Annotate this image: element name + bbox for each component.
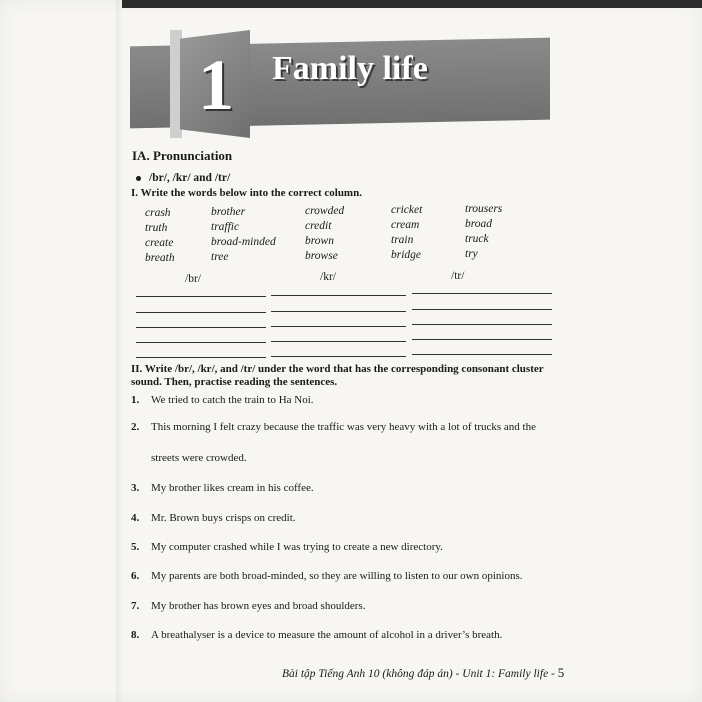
unit-number: 1 [198, 45, 234, 125]
sentence-item [131, 482, 314, 494]
sentence-number: 1. [131, 394, 140, 406]
answer-line-kr[interactable] [271, 356, 406, 357]
sentence-item [131, 629, 502, 641]
sentence-item [131, 452, 247, 464]
word-cell: create [145, 237, 174, 249]
answer-line-kr[interactable] [271, 326, 406, 327]
sentence-number: 2. [131, 421, 140, 433]
word-cell: brown [305, 235, 334, 247]
answer-line-tr[interactable] [412, 339, 552, 340]
answer-line-tr[interactable] [412, 354, 552, 355]
answer-line-kr[interactable] [271, 295, 406, 296]
sentence-item [131, 541, 443, 553]
word-cell: bridge [391, 249, 422, 261]
sentence-text: My computer crashed while I was trying to create a new directory. [151, 541, 443, 553]
sentence-text: streets were crowded. [151, 452, 247, 464]
footer-text: Bài tập Tiếng Anh 10 (không đáp án) - Unit 1: Family life - [282, 668, 555, 680]
sentence-number: 3. [131, 482, 140, 494]
word-cell: brother [211, 206, 246, 218]
sentence-item [131, 394, 314, 406]
column-header-kr: /kr/ [320, 271, 336, 283]
sentence-text: We tried to catch the train to Ha Noi. [151, 394, 314, 406]
word-cell: truth [145, 222, 168, 234]
column-header-tr: /tr/ [451, 270, 465, 282]
word-cell: try [465, 248, 478, 260]
answer-line-kr[interactable] [271, 341, 406, 342]
bullet-icon [136, 176, 141, 181]
page-top-edge [122, 0, 702, 8]
page-footer [282, 665, 564, 681]
answer-line-tr[interactable] [412, 309, 552, 310]
word-cell: breath [145, 252, 175, 264]
section-title: IA. Pronunciation [132, 148, 233, 163]
answer-line-tr[interactable] [412, 293, 552, 294]
word-cell: crowded [305, 205, 345, 217]
sentence-text: My brother has brown eyes and broad shoulders. [151, 600, 366, 612]
sentence-number: 5. [131, 541, 140, 553]
sentence-number: 8. [131, 629, 140, 641]
page-number: 5 [557, 665, 565, 680]
sentence-number: 7. [131, 600, 140, 612]
word-cell: traffic [211, 221, 240, 233]
word-cell: train [391, 234, 414, 246]
word-cell: trousers [465, 203, 503, 215]
word-cell: crash [145, 207, 171, 219]
sentence-number: 6. [131, 570, 140, 582]
sentence-text: This morning I felt crazy because the traffic was very heavy with a lot of trucks and the [151, 421, 536, 433]
word-cell: browse [305, 250, 338, 262]
sentence-item [131, 570, 523, 582]
sentence-item [131, 600, 365, 612]
word-cell: broad-minded [211, 236, 276, 248]
answer-line-tr[interactable] [412, 324, 552, 325]
answer-line-br[interactable] [136, 357, 266, 358]
word-cell: credit [305, 220, 332, 232]
word-cell: cricket [391, 204, 423, 216]
answer-line-kr[interactable] [271, 311, 406, 312]
exercise-1-instruction: I. Write the words below into the correct column. [131, 187, 362, 199]
answer-line-br[interactable] [136, 327, 266, 328]
sentence-item [131, 421, 536, 433]
unit-title: Family life [272, 50, 428, 87]
word-cell: tree [211, 251, 229, 263]
sentence-text: My brother likes cream in his coffee. [151, 482, 314, 494]
sentence-item [131, 512, 296, 524]
word-cell: broad [465, 218, 493, 230]
column-header-br: /br/ [185, 273, 201, 285]
exercise-2-instruction: II. Write /br/, /kr/, and /tr/ under the word that has the corresponding consonant cluster sound. Then, practise reading the sentences. [131, 363, 544, 388]
page-gutter-shadow [116, 0, 124, 702]
word-cell: truck [465, 233, 489, 245]
sentence-text: Mr. Brown buys crisps on credit. [151, 512, 296, 524]
answer-line-br[interactable] [136, 296, 266, 297]
sentence-text: My parents are both broad-minded, so they are willing to listen to our own opinions. [151, 570, 523, 582]
pronunciation-topic-text: /br/, /kr/ and /tr/ [149, 172, 231, 184]
answer-line-br[interactable] [136, 312, 266, 313]
answer-line-br[interactable] [136, 342, 266, 343]
sentence-text: A breathalyser is a device to measure the amount of alcohol in a driver’s breath. [151, 629, 503, 641]
word-cell: cream [391, 219, 420, 231]
sentence-number: 4. [131, 512, 140, 524]
pronunciation-topic [136, 172, 230, 184]
